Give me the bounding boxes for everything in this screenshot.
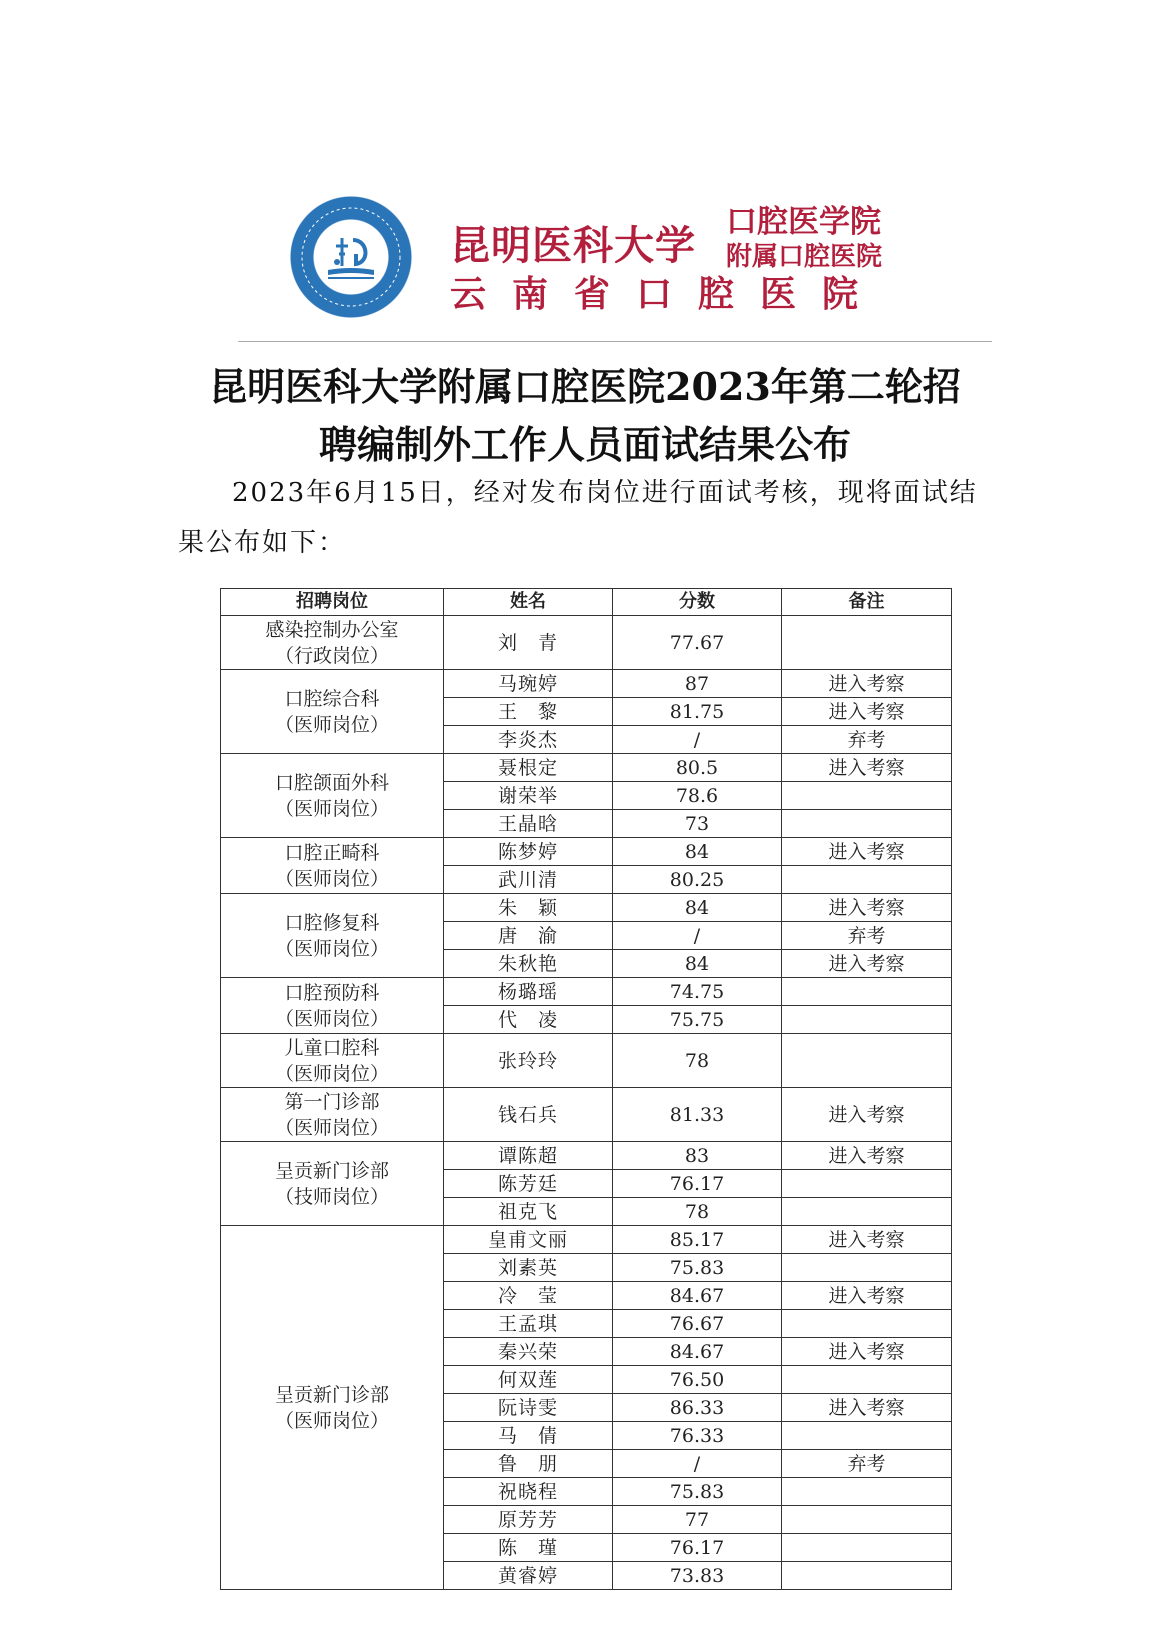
score-cell: 75.83 xyxy=(613,1478,782,1506)
note-cell xyxy=(782,978,952,1006)
candidate-name: 黄睿婷 xyxy=(444,1562,613,1590)
candidate-name: 谢荣举 xyxy=(444,782,613,810)
position-cell xyxy=(221,616,444,670)
score-cell: 76.67 xyxy=(613,1310,782,1338)
note-cell xyxy=(782,1170,952,1198)
score-cell: 78 xyxy=(613,1034,782,1088)
department-name: 呈贡新门诊部 xyxy=(274,1383,389,1406)
position-cell xyxy=(221,978,444,1034)
candidate-name: 王孟琪 xyxy=(444,1310,613,1338)
note-cell: 进入考察 xyxy=(782,1088,952,1142)
score-cell: 80.25 xyxy=(613,866,782,894)
candidate-name: 祖克飞 xyxy=(444,1198,613,1226)
position-cell xyxy=(221,754,444,838)
note-cell xyxy=(782,1034,952,1088)
candidate-name: 何双莲 xyxy=(444,1366,613,1394)
intro-paragraph: 2023年6月15日，经对发布岗位进行面试考核，现将面试结果公布如下： xyxy=(178,478,978,558)
candidate-name: 王 黎 xyxy=(444,698,613,726)
note-cell xyxy=(782,810,952,838)
score-cell: / xyxy=(613,1450,782,1478)
note-cell: 弃考 xyxy=(782,1450,952,1478)
score-cell: 76.17 xyxy=(613,1170,782,1198)
candidate-name: 李炎杰 xyxy=(444,726,613,754)
candidate-name: 刘素英 xyxy=(444,1254,613,1282)
table-row xyxy=(221,754,952,782)
table-row xyxy=(221,1142,952,1170)
school-name: 口腔医学院 xyxy=(726,204,881,240)
interview-results-table xyxy=(220,588,952,1590)
position-cell xyxy=(221,670,444,754)
score-cell: 80.5 xyxy=(613,754,782,782)
candidate-name: 钱石兵 xyxy=(444,1088,613,1142)
position-type: （医师岗位） xyxy=(274,1062,389,1085)
score-cell: 77.67 xyxy=(613,616,782,670)
candidate-name: 祝晓程 xyxy=(444,1478,613,1506)
score-cell: 75.83 xyxy=(613,1254,782,1282)
note-cell xyxy=(782,1310,952,1338)
table-row xyxy=(221,1034,952,1088)
position-cell xyxy=(221,894,444,978)
note-cell xyxy=(782,616,952,670)
table-row xyxy=(221,1088,952,1142)
candidate-name: 武川清 xyxy=(444,866,613,894)
note-cell xyxy=(782,782,952,810)
table-row xyxy=(221,616,952,670)
score-cell: 76.33 xyxy=(613,1422,782,1450)
score-cell: 83 xyxy=(613,1142,782,1170)
score-cell: 76.50 xyxy=(613,1366,782,1394)
candidate-name: 冷 莹 xyxy=(444,1282,613,1310)
department-name: 感染控制办公室 xyxy=(265,618,399,641)
position-cell xyxy=(221,1142,444,1226)
position-cell xyxy=(221,1226,444,1590)
note-cell xyxy=(782,1506,952,1534)
score-cell: 81.33 xyxy=(613,1088,782,1142)
candidate-name: 唐 渝 xyxy=(444,922,613,950)
title-line-2: 聘编制外工作人员面试结果公布 xyxy=(318,422,851,467)
note-cell: 弃考 xyxy=(782,726,952,754)
position-type: （医师岗位） xyxy=(274,1116,389,1139)
header-score: 分数 xyxy=(613,589,782,616)
score-cell: 87 xyxy=(613,670,782,698)
affiliated-hospital-name: 附属口腔医院 xyxy=(726,242,883,272)
score-cell: 76.17 xyxy=(613,1534,782,1562)
score-cell: 75.75 xyxy=(613,1006,782,1034)
score-cell: / xyxy=(613,922,782,950)
score-cell: / xyxy=(613,726,782,754)
candidate-name: 马 倩 xyxy=(444,1422,613,1450)
header-name: 姓名 xyxy=(444,589,613,616)
note-cell xyxy=(782,866,952,894)
position-type: （医师岗位） xyxy=(274,1409,389,1432)
candidate-name: 朱秋艳 xyxy=(444,950,613,978)
position-type: （技师岗位） xyxy=(274,1185,389,1208)
candidate-name: 陈芳廷 xyxy=(444,1170,613,1198)
score-cell: 78.6 xyxy=(613,782,782,810)
note-cell xyxy=(782,1366,952,1394)
note-cell xyxy=(782,1534,952,1562)
department-name: 儿童口腔科 xyxy=(284,1036,380,1059)
score-cell: 84.67 xyxy=(613,1282,782,1310)
candidate-name: 王晶晗 xyxy=(444,810,613,838)
note-cell xyxy=(782,1006,952,1034)
header-position: 招聘岗位 xyxy=(221,589,444,616)
position-type: （医师岗位） xyxy=(274,797,389,820)
score-cell: 78 xyxy=(613,1198,782,1226)
position-type: （医师岗位） xyxy=(274,867,389,890)
candidate-name: 皇甫文丽 xyxy=(444,1226,613,1254)
score-cell: 77 xyxy=(613,1506,782,1534)
note-cell: 进入考察 xyxy=(782,1142,952,1170)
score-cell: 86.33 xyxy=(613,1394,782,1422)
note-cell: 进入考察 xyxy=(782,1394,952,1422)
candidate-name: 杨璐瑶 xyxy=(444,978,613,1006)
note-cell: 进入考察 xyxy=(782,670,952,698)
score-cell: 84 xyxy=(613,950,782,978)
table-row xyxy=(221,1226,952,1254)
department-name: 口腔综合科 xyxy=(284,687,380,710)
table-body xyxy=(221,616,952,1590)
score-cell: 84.67 xyxy=(613,1338,782,1366)
note-cell: 进入考察 xyxy=(782,754,952,782)
header-divider xyxy=(238,341,992,342)
department-name: 口腔正畸科 xyxy=(284,841,380,864)
candidate-name: 陈 瑾 xyxy=(444,1534,613,1562)
candidate-name: 鲁 朋 xyxy=(444,1450,613,1478)
candidate-name: 聂根定 xyxy=(444,754,613,782)
note-cell: 进入考察 xyxy=(782,1282,952,1310)
note-cell: 进入考察 xyxy=(782,950,952,978)
candidate-name: 陈梦婷 xyxy=(444,838,613,866)
letterhead xyxy=(290,196,910,326)
note-cell: 进入考察 xyxy=(782,698,952,726)
candidate-name: 刘 青 xyxy=(444,616,613,670)
department-name: 口腔修复科 xyxy=(284,911,380,934)
candidate-name: 代 凌 xyxy=(444,1006,613,1034)
department-name: 口腔预防科 xyxy=(284,981,380,1004)
table-row xyxy=(221,670,952,698)
candidate-name: 秦兴荣 xyxy=(444,1338,613,1366)
header-note: 备注 xyxy=(782,589,952,616)
score-cell: 73 xyxy=(613,810,782,838)
candidate-name: 原芳芳 xyxy=(444,1506,613,1534)
note-cell xyxy=(782,1562,952,1590)
university-name: 昆明医科大学 xyxy=(450,222,696,269)
candidate-name: 谭陈超 xyxy=(444,1142,613,1170)
note-cell: 进入考察 xyxy=(782,1226,952,1254)
page-title xyxy=(170,358,1000,474)
score-cell: 85.17 xyxy=(613,1226,782,1254)
note-cell: 进入考察 xyxy=(782,1338,952,1366)
position-type: （医师岗位） xyxy=(274,713,389,736)
note-cell xyxy=(782,1422,952,1450)
tooth-emblem-icon xyxy=(290,196,412,318)
position-cell xyxy=(221,1088,444,1142)
table-header-row xyxy=(221,589,952,616)
candidate-name: 马琬婷 xyxy=(444,670,613,698)
university-seal-logo xyxy=(290,196,412,318)
score-cell: 74.75 xyxy=(613,978,782,1006)
table-row xyxy=(221,838,952,866)
title-line-1: 昆明医科大学附属口腔医院2023年第二轮招 xyxy=(209,364,961,409)
candidate-name: 阮诗雯 xyxy=(444,1394,613,1422)
note-cell: 进入考察 xyxy=(782,838,952,866)
position-type: （行政岗位） xyxy=(274,644,389,667)
table-row xyxy=(221,894,952,922)
score-cell: 84 xyxy=(613,894,782,922)
note-cell xyxy=(782,1478,952,1506)
candidate-name: 张玲玲 xyxy=(444,1034,613,1088)
note-cell: 进入考察 xyxy=(782,894,952,922)
position-type: （医师岗位） xyxy=(274,1007,389,1030)
note-cell xyxy=(782,1198,952,1226)
department-name: 呈贡新门诊部 xyxy=(274,1159,389,1182)
department-name: 口腔颌面外科 xyxy=(274,771,389,794)
candidate-name: 朱 颖 xyxy=(444,894,613,922)
position-cell xyxy=(221,838,444,894)
note-cell: 弃考 xyxy=(782,922,952,950)
note-cell xyxy=(782,1254,952,1282)
hospital-name: 云南省口腔医院 xyxy=(450,273,885,315)
score-cell: 81.75 xyxy=(613,698,782,726)
score-cell: 73.83 xyxy=(613,1562,782,1590)
score-cell: 84 xyxy=(613,838,782,866)
department-name: 第一门诊部 xyxy=(284,1090,380,1113)
position-cell xyxy=(221,1034,444,1088)
table-row xyxy=(221,978,952,1006)
position-type: （医师岗位） xyxy=(274,937,389,960)
